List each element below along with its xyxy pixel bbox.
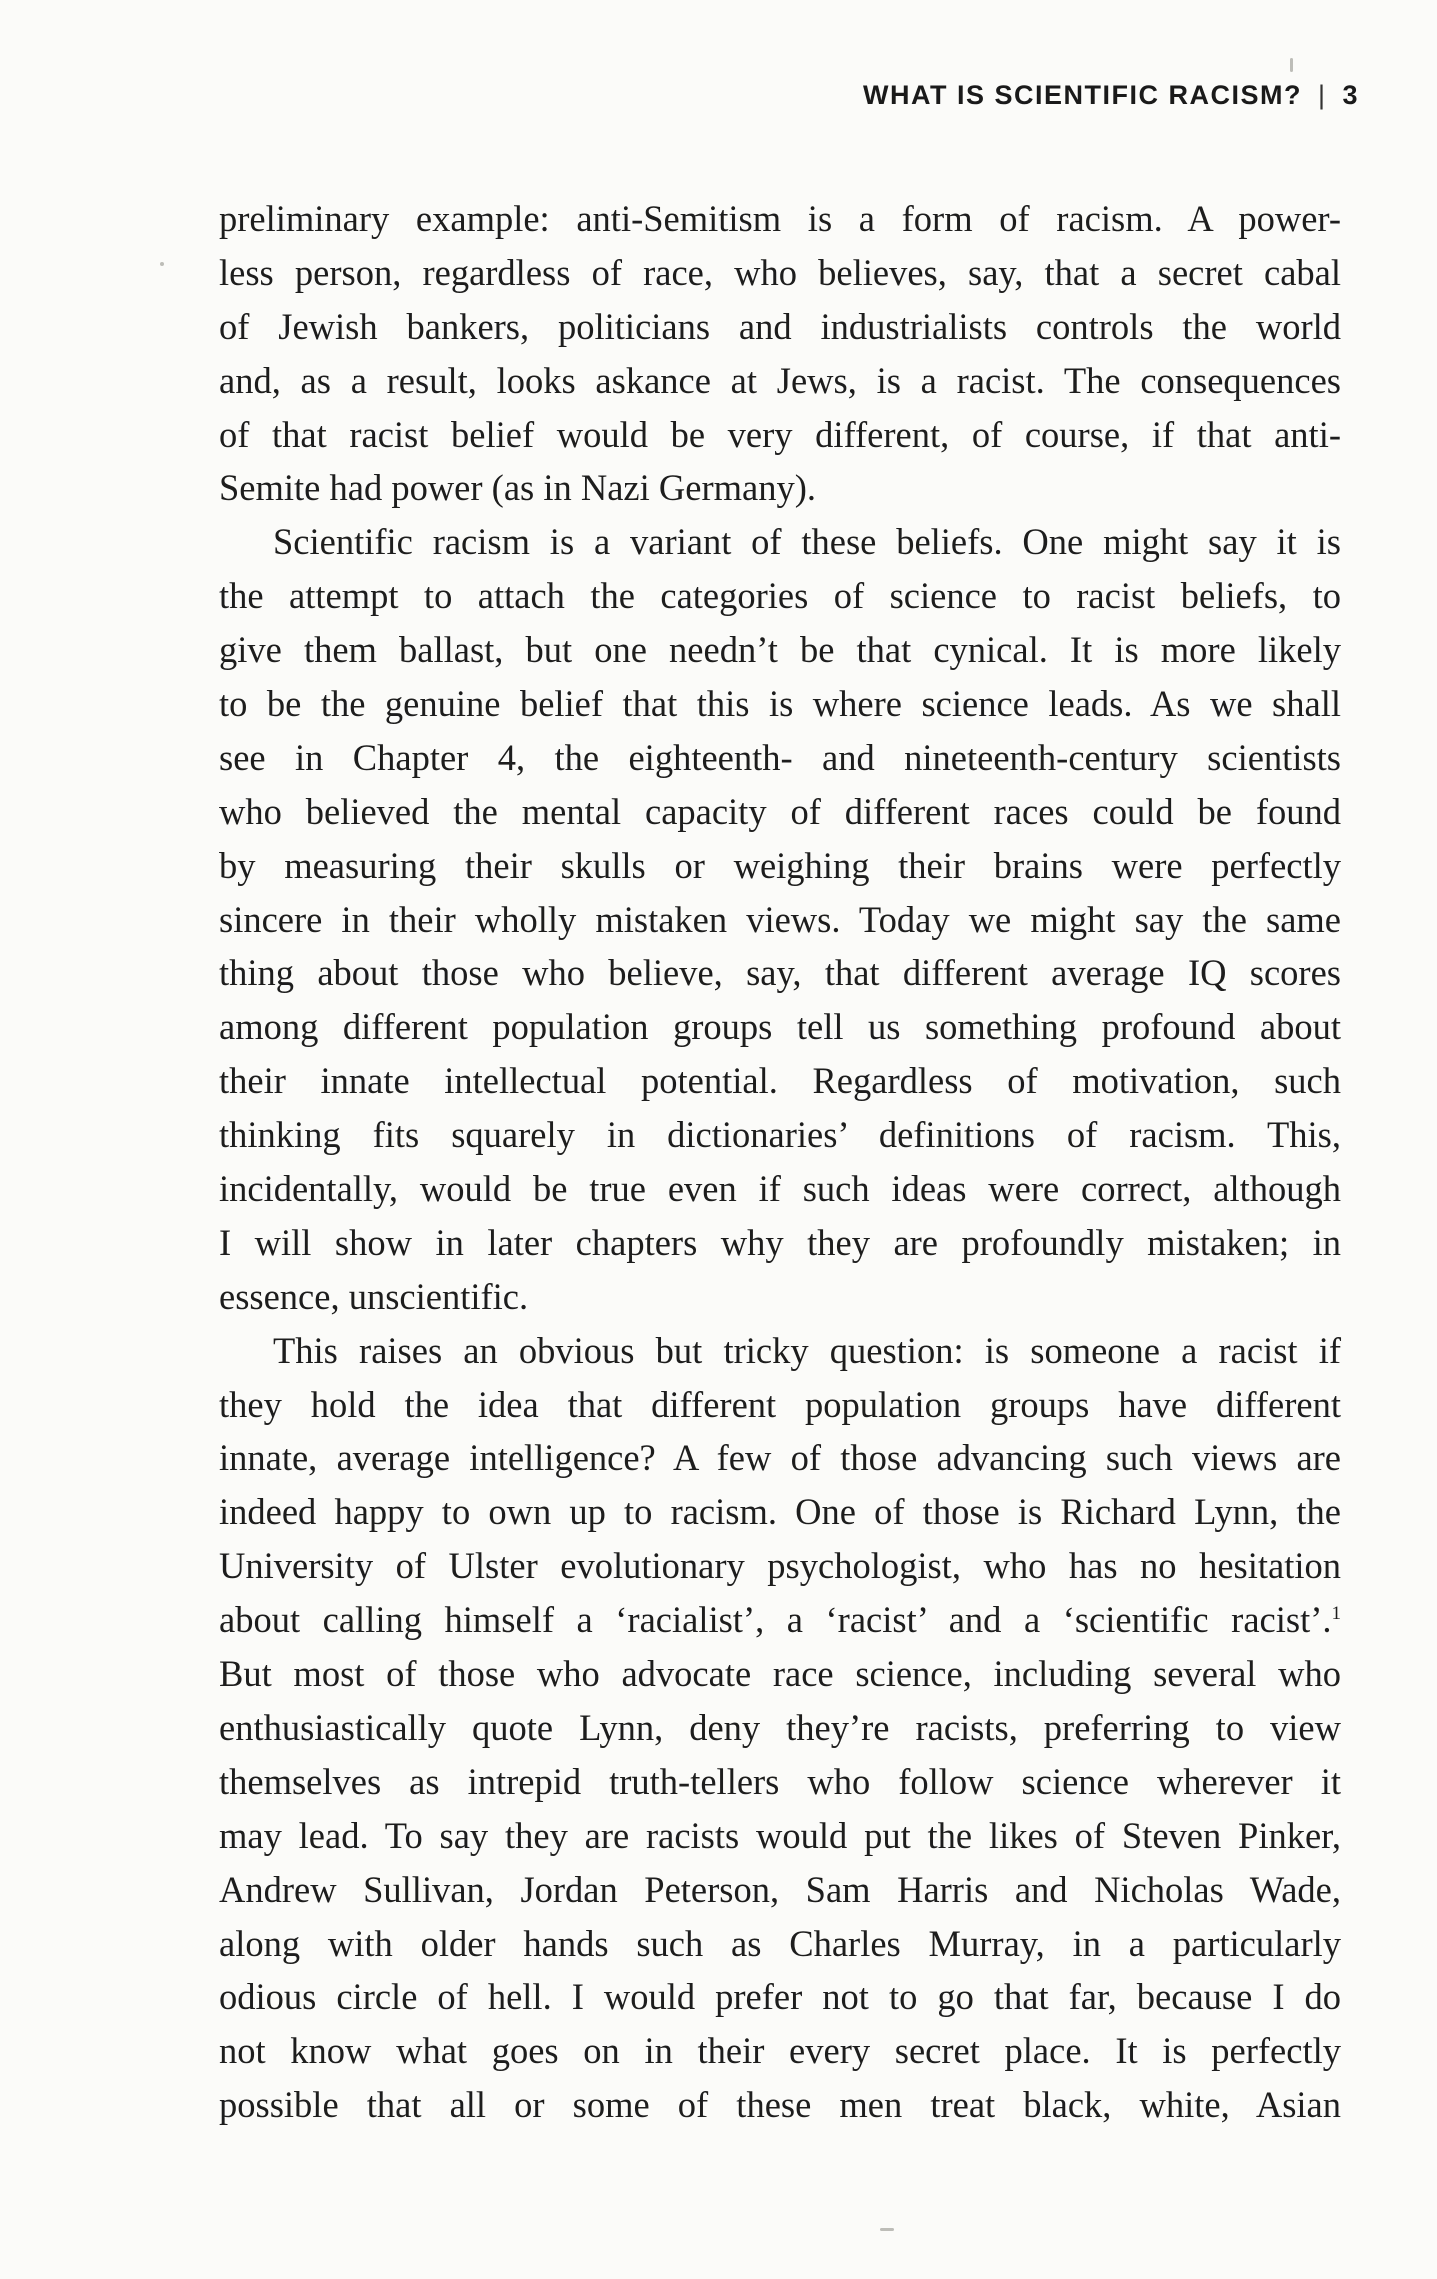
text-line: give them ballast, but one needn’t be that cynical. It is more likely <box>219 629 1341 671</box>
text-line: I will show in later chapters why they are profoundly mistaken; in <box>219 1221 1341 1263</box>
text-line: thinking fits squarely in dictionaries’ definitions of racism. This, <box>219 1114 1341 1156</box>
text-line: incidentally, would be true even if such ideas were correct, although <box>219 1168 1341 1210</box>
text-line: But most of those who advocate race science, including several who <box>219 1653 1341 1695</box>
text-line: Andrew Sullivan, Jordan Peterson, Sam Harris and Nicholas Wade, <box>219 1868 1341 1910</box>
page-number: 3 <box>1342 80 1359 110</box>
text-line: University of Ulster evolutionary psychologist, who has no hesitation <box>219 1545 1341 1587</box>
text-line: thing about those who believe, say, that different average IQ scores <box>219 952 1341 994</box>
header-separator: | <box>1317 80 1327 110</box>
text-line: their innate intellectual potential. Regardless of motivation, such <box>219 1060 1341 1102</box>
text-line: This raises an obvious but tricky question: is someone a racist if <box>273 1329 1341 1371</box>
text-line: Scientific racism is a variant of these beliefs. One might say it is <box>273 521 1341 563</box>
text-line: of Jewish bankers, politicians and industrialists controls the world <box>219 305 1341 347</box>
text-line: along with older hands such as Charles Murray, in a particularly <box>219 1922 1341 1964</box>
running-head <box>863 80 1359 111</box>
text-line-with-footnote <box>219 1593 1341 1647</box>
text-line: preliminary example: anti-Semitism is a form of racism. A power- <box>219 198 1341 239</box>
text-line: sincere in their wholly mistaken views. Today we might say the same <box>219 898 1341 940</box>
text-line: the attempt to attach the categories of science to racist beliefs, to <box>219 575 1341 617</box>
text-line: possible that all or some of these men treat black, white, Asian <box>219 2084 1341 2126</box>
text-line: less person, regardless of race, who believes, say, that a secret cabal <box>219 251 1341 293</box>
scan-speck <box>1290 58 1293 72</box>
text-line: essence, unscientific. <box>219 1275 529 1317</box>
text-line: who believed the mental capacity of different races could be found <box>219 790 1341 832</box>
text-line: of that racist belief would be very different, of course, if that anti- <box>219 413 1341 455</box>
text-line: by measuring their skulls or weighing their brains were perfectly <box>219 844 1341 886</box>
text-line: and, as a result, looks askance at Jews, is a racist. The consequences <box>219 359 1341 401</box>
text-line: they hold the idea that different population groups have different <box>219 1383 1341 1425</box>
text-line: see in Chapter 4, the eighteenth- and nineteenth-century scientists <box>219 736 1341 778</box>
text-line: indeed happy to own up to racism. One of those is Richard Lynn, the <box>219 1491 1341 1533</box>
text-line: odious circle of hell. I would prefer not to go that far, because I do <box>219 1976 1341 2018</box>
body-text <box>219 192 1341 2132</box>
text-line: themselves as intrepid truth-tellers who follow science wherever it <box>219 1760 1341 1802</box>
text-line: innate, average intelligence? A few of those advancing such views are <box>219 1437 1341 1479</box>
text-line: not know what goes on in their every secret place. It is perfectly <box>219 2030 1341 2072</box>
text-line-content: about calling himself a ‘racialist’, a ‘racist’ and a ‘scientific racist’. <box>219 1599 1332 1641</box>
text-line: may lead. To say they are racists would put the likes of Steven Pinker, <box>219 1814 1341 1856</box>
text-line: Semite had power (as in Nazi Germany). <box>219 467 816 509</box>
chapter-title: WHAT IS SCIENTIFIC RACISM? <box>862 80 1302 110</box>
footnote-marker: 1 <box>1331 1603 1341 1624</box>
text-line: enthusiastically quote Lynn, deny they’re racists, preferring to view <box>219 1706 1341 1748</box>
scan-speck <box>160 262 164 266</box>
text-line: to be the genuine belief that this is where science leads. As we shall <box>219 683 1341 725</box>
text-line: among different population groups tell us something profound about <box>219 1006 1341 1048</box>
scan-speck <box>880 2228 894 2231</box>
